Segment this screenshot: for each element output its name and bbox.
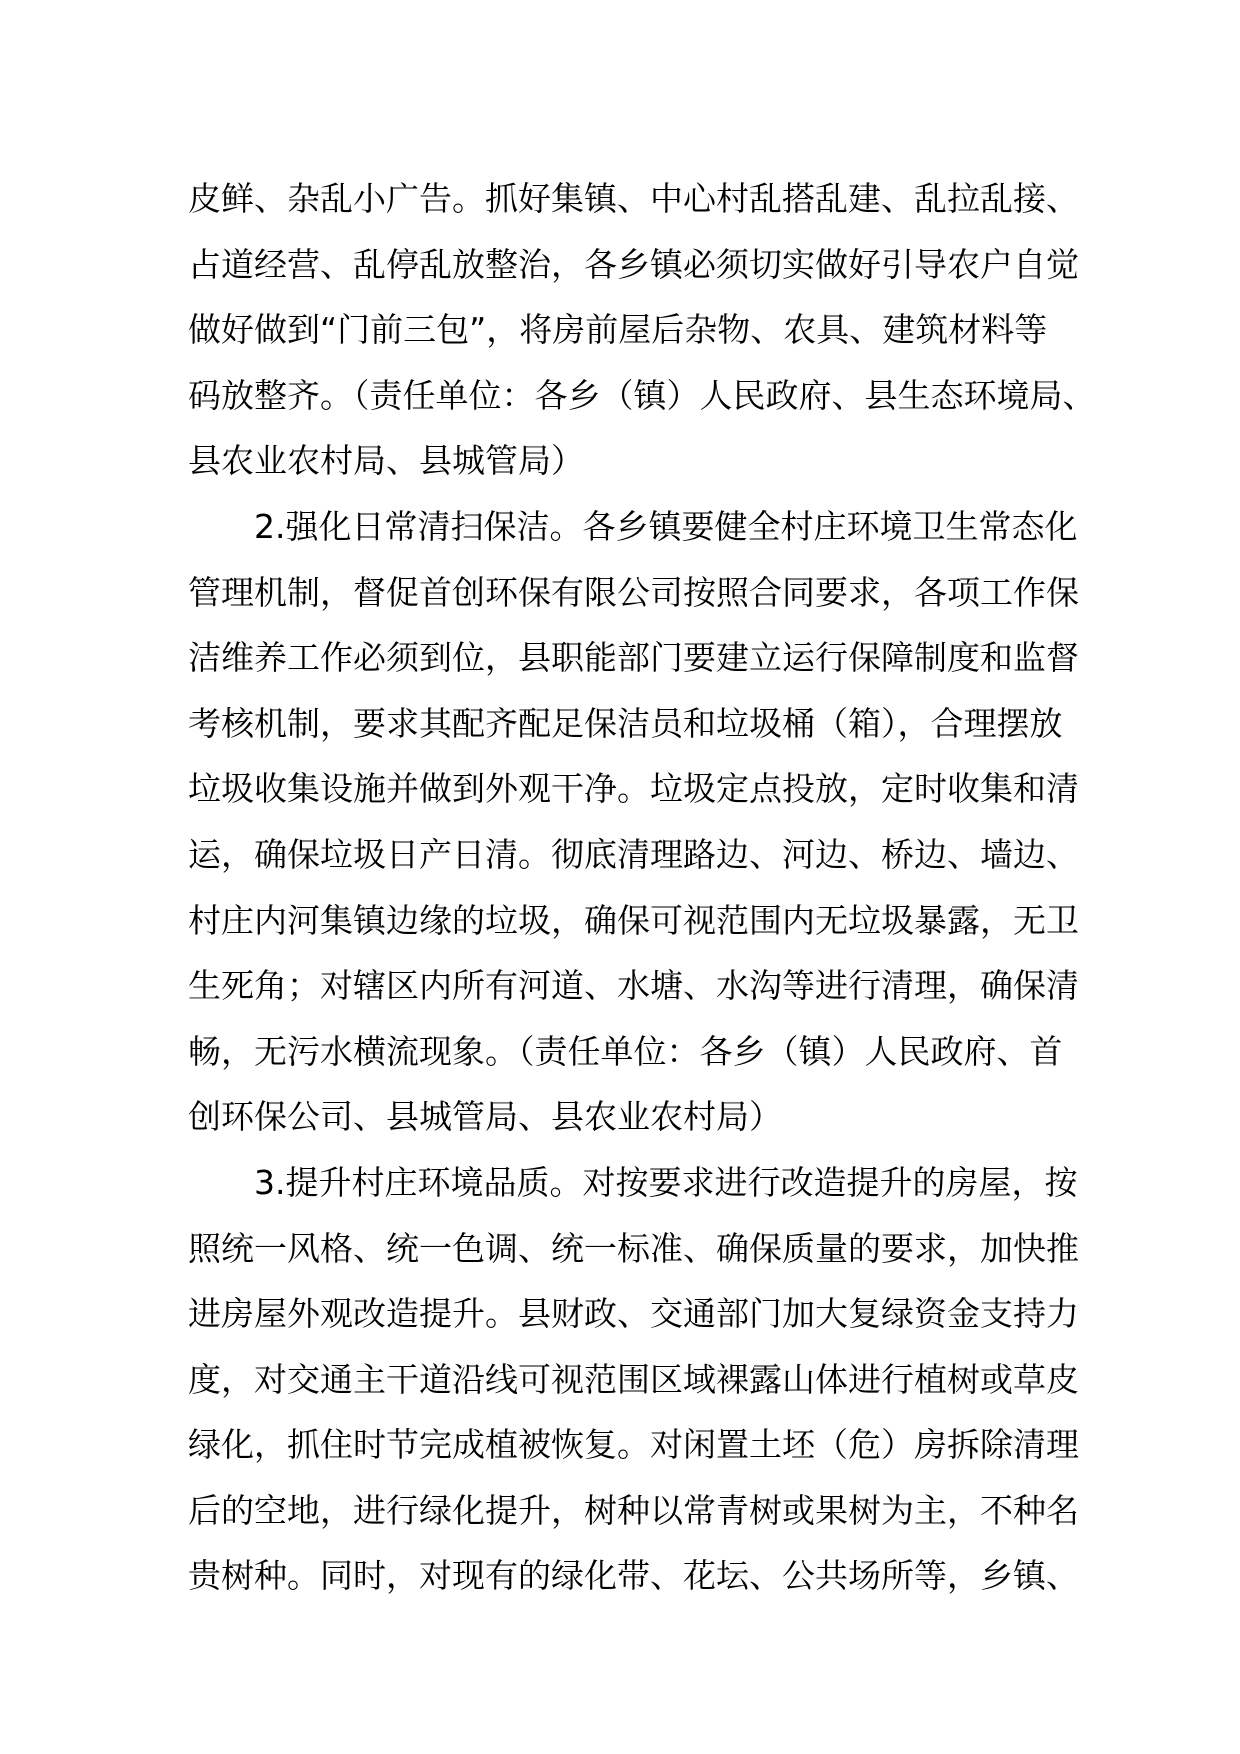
text-line: 创环保公司、县城管局、县农业农村局） — [188, 1097, 782, 1137]
text-line: 管理机制，督促首创环保有限公司按照合同要求，各项工作保 — [188, 572, 1079, 612]
text-line: 生死角；对辖区内所有河道、水塘、水沟等进行清理，确保清 — [188, 966, 1079, 1006]
text-line: 码放整齐。（责任单位：各乡（镇）人民政府、县生态环境局、 — [188, 375, 1096, 415]
text-line: 后的空地，进行绿化提升，树种以常青树或果树为主，不种名 — [188, 1490, 1079, 1530]
paragraph-start-line: 3.提升村庄环境品质。对按要求进行改造提升的房屋，按 — [254, 1162, 1078, 1202]
text-line: 县农业农村局、县城管局） — [188, 441, 584, 481]
body-text — [188, 166, 1096, 1609]
text-line: 考核机制，要求其配齐配足保洁员和垃圾桶（箱），合理摆放 — [188, 703, 1063, 743]
text-line: 皮鲜、杂乱小广告。抓好集镇、中心村乱搭乱建、乱拉乱接、 — [188, 179, 1079, 218]
paragraph-start-line: 2.强化日常清扫保洁。各乡镇要健全村庄环境卫生常态化 — [254, 506, 1078, 546]
text-line: 村庄内河集镇边缘的垃圾，确保可视范围内无垃圾暴露，无卫 — [188, 900, 1079, 940]
text-line: 占道经营、乱停乱放整治，各乡镇必须切实做好引导农户自觉 — [188, 244, 1079, 284]
text-line: 绿化，抓住时节完成植被恢复。对闲置土坯（危）房拆除清理 — [188, 1425, 1079, 1465]
text-line: 垃圾收集设施并做到外观干净。垃圾定点投放，定时收集和清 — [188, 769, 1079, 809]
text-line: 做好做到“门前三包”，将房前屋后杂物、农具、建筑材料等 — [188, 310, 1048, 350]
text-line: 运，确保垃圾日产日清。彻底清理路边、河边、桥边、墙边、 — [188, 834, 1079, 874]
text-line: 进房屋外观改造提升。县财政、交通部门加大复绿资金支持力 — [188, 1294, 1079, 1334]
text-line: 度，对交通主干道沿线可视范围区域裸露山体进行植树或草皮 — [188, 1359, 1079, 1399]
text-line: 贵树种。同时，对现有的绿化带、花坛、公共场所等，乡镇、 — [188, 1556, 1079, 1596]
text-line: 洁维养工作必须到位，县职能部门要建立运行保障制度和监督 — [188, 638, 1079, 678]
text-line: 照统一风格、统一色调、统一标准、确保质量的要求，加快推 — [188, 1228, 1079, 1268]
text-line: 畅，无污水横流现象。（责任单位：各乡（镇）人民政府、首 — [188, 1031, 1063, 1071]
